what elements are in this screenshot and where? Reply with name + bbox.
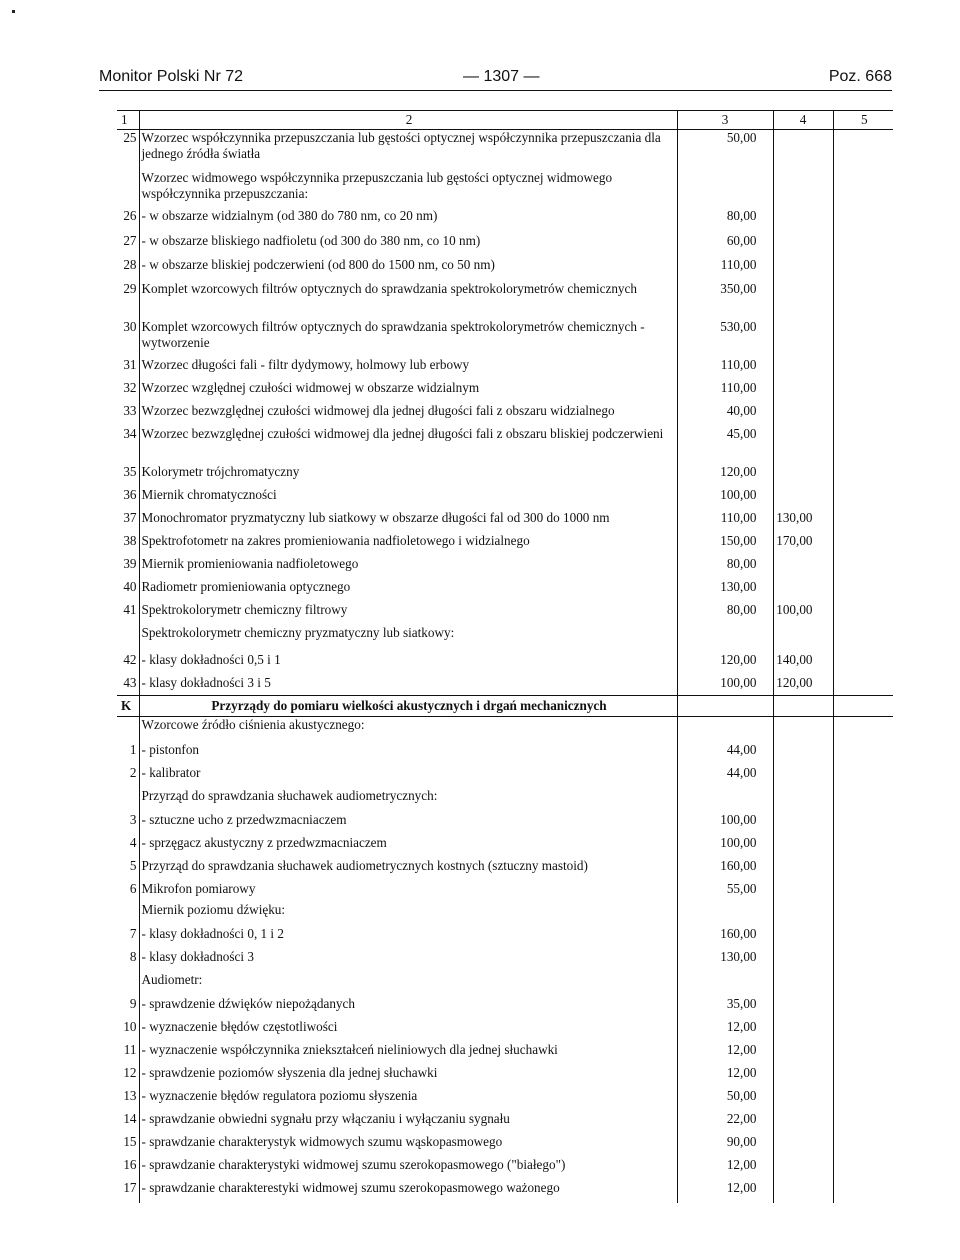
description-cell: Przyrząd do sprawdzania słuchawek audiometrycznych: [139,788,677,812]
fee-cell: 12,00 [677,1157,773,1180]
extra-cell [833,602,893,625]
extra-cell [833,926,893,949]
fee-alt-cell [773,858,833,881]
fee-alt-cell [773,464,833,487]
description-cell: - klasy dokładności 3 i 5 [139,675,677,696]
extra-cell [833,556,893,579]
fee-alt-cell [773,357,833,380]
extra-cell [833,208,893,233]
extra-cell [833,1019,893,1042]
journal-title: Monitor Polski Nr 72 [99,68,244,85]
description-cell: - sprawdzanie charakterystyk widmowych szumu wąskopasmowego [139,1134,677,1157]
description-cell: Komplet wzorcowych filtrów optycznych do sprawdzania spektrokolorymetrów chemicznych - wytworzenie [139,319,677,357]
fee-cell: 22,00 [677,1111,773,1134]
description-cell: Monochromator pryzmatyczny lub siatkowy w obszarze długości fal od 300 do 1000 nm [139,510,677,533]
section-header-row [117,696,893,717]
description-cell: Radiometr promieniowania optycznego [139,579,677,602]
item-number-cell [117,717,139,742]
extra-cell [833,233,893,257]
table-row [117,788,893,812]
table-row [117,579,893,602]
fee-cell: 110,00 [677,510,773,533]
extra-cell [833,487,893,510]
item-number-cell [117,625,139,652]
fee-alt-cell: 120,00 [773,675,833,696]
fee-alt-cell [773,926,833,949]
fee-cell: 350,00 [677,281,773,319]
item-number-cell: 1 [117,742,139,765]
table-row [117,812,893,835]
extra-cell [833,510,893,533]
table-row [117,1019,893,1042]
description-cell: - pistonfon [139,742,677,765]
fee-cell: 530,00 [677,319,773,357]
extra-cell [833,742,893,765]
fee-alt-cell [773,1180,833,1203]
fee-alt-cell [773,625,833,652]
item-number-cell: 34 [117,426,139,464]
extra-cell [833,881,893,902]
fee-cell: 55,00 [677,881,773,902]
extra-cell [833,1088,893,1111]
table-row [117,556,893,579]
description-cell: - w obszarze bliskiego nadfioletu (od 300 do 380 nm, co 10 nm) [139,233,677,257]
fee-cell: 80,00 [677,208,773,233]
fee-cell: 120,00 [677,464,773,487]
extra-cell [833,765,893,788]
extra-cell [833,403,893,426]
item-number-cell [117,902,139,926]
description-cell: Miernik chromatyczności [139,487,677,510]
fee-cell: 100,00 [677,835,773,858]
item-number-cell: 16 [117,1157,139,1180]
extra-cell [833,1134,893,1157]
description-cell: Mikrofon pomiarowy [139,881,677,902]
fee-cell: 44,00 [677,742,773,765]
fee-alt-cell [773,257,833,281]
description-cell: - w obszarze widzialnym (od 380 do 780 nm, co 20 nm) [139,208,677,233]
table-row [117,902,893,926]
fee-cell [677,788,773,812]
fee-alt-cell [773,208,833,233]
item-number-cell: 29 [117,281,139,319]
item-number-cell: 28 [117,257,139,281]
item-number-cell: 35 [117,464,139,487]
fee-alt-cell [773,403,833,426]
table-row [117,208,893,233]
fee-cell: 130,00 [677,949,773,972]
item-number-cell: 5 [117,858,139,881]
item-number-cell: 6 [117,881,139,902]
scan-speck [12,10,15,13]
table-row [117,602,893,625]
table-row [117,281,893,319]
table-row [117,926,893,949]
fee-cell: 160,00 [677,858,773,881]
table-row [117,357,893,380]
table-row [117,1088,893,1111]
item-number-cell: 13 [117,1088,139,1111]
extra-cell [833,788,893,812]
item-number-cell: K [117,696,139,717]
table-row [117,487,893,510]
extra-cell [833,717,893,742]
page-number: — 1307 — [463,68,540,85]
fee-cell: 45,00 [677,426,773,464]
extra-cell [833,1042,893,1065]
description-cell: - sprzęgacz akustyczny z przedwzmacniaczem [139,835,677,858]
extra-cell [833,281,893,319]
description-cell: Kolorymetr trójchromatyczny [139,464,677,487]
description-cell: Przyrząd do sprawdzania słuchawek audiometrycznych kostnych (sztuczny mastoid) [139,858,677,881]
extra-cell [833,319,893,357]
fee-cell: 80,00 [677,602,773,625]
extra-cell [833,426,893,464]
description-cell: - sprawdzanie charakterystyki widmowej szumu szerokopasmowego ("białego") [139,1157,677,1180]
table-row [117,625,893,652]
column-header: 3 [677,111,773,130]
fee-alt-cell [773,1157,833,1180]
fee-cell [677,902,773,926]
extra-cell [833,533,893,556]
column-header: 5 [833,111,893,130]
fee-alt-cell [773,1019,833,1042]
fee-cell [677,717,773,742]
fee-cell [677,972,773,996]
description-cell: - sprawdzanie obwiedni sygnału przy włączaniu i wyłączaniu sygnału [139,1111,677,1134]
table-row [117,510,893,533]
table-row [117,319,893,357]
item-number-cell: 33 [117,403,139,426]
fee-alt-cell [773,972,833,996]
fee-alt-cell [773,696,833,717]
fee-alt-cell: 100,00 [773,602,833,625]
fee-cell: 130,00 [677,579,773,602]
fee-cell: 100,00 [677,487,773,510]
item-number-cell: 15 [117,1134,139,1157]
description-cell: Audiometr: [139,972,677,996]
extra-cell [833,858,893,881]
extra-cell [833,357,893,380]
description-cell: - kalibrator [139,765,677,788]
fee-cell: 150,00 [677,533,773,556]
item-number-cell: 41 [117,602,139,625]
extra-cell [833,652,893,675]
table-row [117,765,893,788]
description-cell: - klasy dokładności 3 [139,949,677,972]
item-number-cell: 26 [117,208,139,233]
description-cell: - sztuczne ucho z przedwzmacniaczem [139,812,677,835]
item-number-cell [117,788,139,812]
description-cell: Wzorcowe źródło ciśnienia akustycznego: [139,717,677,742]
fee-alt-cell [773,380,833,403]
description-cell: Wzorzec bezwzględnej czułości widmowej dla jednej długości fali z obszaru bliskiej podczerwieni [139,426,677,464]
fee-cell: 160,00 [677,926,773,949]
item-number-cell: 14 [117,1111,139,1134]
table-row [117,130,893,170]
extra-cell [833,130,893,170]
fee-cell: 50,00 [677,1088,773,1111]
description-cell: - wyznaczenie błędów częstotliwości [139,1019,677,1042]
extra-cell [833,835,893,858]
fee-alt-cell [773,487,833,510]
fee-cell: 80,00 [677,556,773,579]
fee-alt-cell [773,1134,833,1157]
table-row [117,1134,893,1157]
table-row [117,1111,893,1134]
table-row [117,257,893,281]
fee-cell: 12,00 [677,1042,773,1065]
fee-cell: 12,00 [677,1019,773,1042]
page-header [99,66,892,91]
fee-alt-cell [773,742,833,765]
extra-cell [833,1180,893,1203]
description-cell: Miernik poziomu dźwięku: [139,902,677,926]
extra-cell [833,380,893,403]
extra-cell [833,1065,893,1088]
table-row [117,170,893,208]
fee-alt-cell [773,579,833,602]
fee-cell: 100,00 [677,812,773,835]
fee-alt-cell [773,556,833,579]
item-number-cell: 40 [117,579,139,602]
item-number-cell: 11 [117,1042,139,1065]
fee-cell: 60,00 [677,233,773,257]
item-number-cell: 25 [117,130,139,170]
fee-cell: 12,00 [677,1180,773,1203]
extra-cell [833,170,893,208]
extra-cell [833,1111,893,1134]
item-number-cell: 43 [117,675,139,696]
item-number-cell: 3 [117,812,139,835]
table-row [117,1065,893,1088]
fee-alt-cell [773,1111,833,1134]
fee-alt-cell: 140,00 [773,652,833,675]
fee-alt-cell [773,281,833,319]
item-number-cell: 32 [117,380,139,403]
fee-alt-cell [773,996,833,1019]
table-row [117,533,893,556]
description-cell: Przyrządy do pomiaru wielkości akustycznych i drgań mechanicznych [139,696,677,717]
fee-alt-cell [773,717,833,742]
fee-cell: 35,00 [677,996,773,1019]
fee-cell: 50,00 [677,130,773,170]
fee-alt-cell [773,319,833,357]
description-cell: Spektrokolorymetr chemiczny pryzmatyczny lub siatkowy: [139,625,677,652]
item-number-cell: 30 [117,319,139,357]
fee-alt-cell [773,233,833,257]
extra-cell [833,625,893,652]
extra-cell [833,464,893,487]
column-header: 1 [117,111,139,130]
extra-cell [833,579,893,602]
item-number-cell: 38 [117,533,139,556]
fee-cell [677,625,773,652]
description-cell: Miernik promieniowania nadfioletowego [139,556,677,579]
fee-alt-cell: 130,00 [773,510,833,533]
table-row [117,464,893,487]
table-row [117,835,893,858]
table-row [117,1180,893,1203]
item-number-cell: 37 [117,510,139,533]
table-row [117,717,893,742]
item-number-cell [117,972,139,996]
description-cell: Wzorzec długości fali - filtr dydymowy, holmowy lub erbowy [139,357,677,380]
description-cell: - w obszarze bliskiej podczerwieni (od 800 do 1500 nm, co 50 nm) [139,257,677,281]
table-row [117,1157,893,1180]
item-number-cell: 17 [117,1180,139,1203]
description-cell: Spektrofotometr na zakres promieniowania nadfioletowego i widzialnego [139,533,677,556]
description-cell: - sprawdzanie charakterestyki widmowej szumu szerokopasmowego ważonego [139,1180,677,1203]
table-row [117,996,893,1019]
description-cell: - sprawdzenie poziomów słyszenia dla jednej słuchawki [139,1065,677,1088]
fee-cell: 120,00 [677,652,773,675]
description-cell: Spektrokolorymetr chemiczny filtrowy [139,602,677,625]
description-cell: Komplet wzorcowych filtrów optycznych do sprawdzania spektrokolorymetrów chemicznych [139,281,677,319]
item-number-cell [117,170,139,208]
table-row [117,858,893,881]
description-cell: Wzorzec względnej czułości widmowej w obszarze widzialnym [139,380,677,403]
fee-alt-cell [773,765,833,788]
item-number-cell: 8 [117,949,139,972]
description-cell: - sprawdzenie dźwięków niepożądanych [139,996,677,1019]
column-header: 4 [773,111,833,130]
description-cell: - wyznaczenie współczynnika zniekształceń nieliniowych dla jednej słuchawki [139,1042,677,1065]
table-row [117,233,893,257]
extra-cell [833,1157,893,1180]
extra-cell [833,996,893,1019]
item-number-cell: 39 [117,556,139,579]
table-row [117,742,893,765]
item-number-cell: 31 [117,357,139,380]
fee-alt-cell [773,1088,833,1111]
table-row [117,426,893,464]
description-cell: Wzorzec bezwzględnej czułości widmowej dla jednej długości fali z obszaru widzialnego [139,403,677,426]
column-header-row [117,111,893,130]
item-number-cell: 36 [117,487,139,510]
fee-cell: 100,00 [677,675,773,696]
fee-cell [677,696,773,717]
extra-cell [833,812,893,835]
fee-alt-cell [773,902,833,926]
table-row [117,949,893,972]
fee-alt-cell [773,130,833,170]
fee-alt-cell [773,170,833,208]
fee-alt-cell [773,1042,833,1065]
item-number-cell: 7 [117,926,139,949]
item-number-cell: 4 [117,835,139,858]
fee-cell: 90,00 [677,1134,773,1157]
table-row [117,652,893,675]
fee-cell: 44,00 [677,765,773,788]
fee-alt-cell [773,1065,833,1088]
table-row [117,403,893,426]
fee-cell: 110,00 [677,257,773,281]
fee-cell [677,170,773,208]
column-header: 2 [139,111,677,130]
description-cell: Wzorzec widmowego współczynnika przepuszczania lub gęstości optycznej widmowego współczynnika przepuszczania: [139,170,677,208]
extra-cell [833,257,893,281]
fee-alt-cell: 170,00 [773,533,833,556]
fee-alt-cell [773,835,833,858]
table-row [117,1042,893,1065]
extra-cell [833,696,893,717]
description-cell: - klasy dokładności 0, 1 i 2 [139,926,677,949]
item-number-cell: 12 [117,1065,139,1088]
description-cell: - wyznaczenie błędów regulatora poziomu słyszenia [139,1088,677,1111]
description-cell: - klasy dokładności 0,5 i 1 [139,652,677,675]
table-row [117,380,893,403]
description-cell: Wzorzec współczynnika przepuszczania lub gęstości optycznej współczynnika przepuszczania dla jednego źródła światła [139,130,677,170]
fee-alt-cell [773,949,833,972]
item-number-cell: 2 [117,765,139,788]
fee-alt-cell [773,881,833,902]
item-number-cell: 42 [117,652,139,675]
item-number-cell: 9 [117,996,139,1019]
extra-cell [833,675,893,696]
fee-alt-cell [773,426,833,464]
fee-cell: 110,00 [677,380,773,403]
fee-alt-cell [773,788,833,812]
fee-alt-cell [773,812,833,835]
table-row [117,675,893,696]
extra-cell [833,972,893,996]
fee-cell: 40,00 [677,403,773,426]
table-row [117,972,893,996]
item-number-cell: 10 [117,1019,139,1042]
table-row [117,881,893,902]
fee-table [117,110,893,1203]
fee-cell: 12,00 [677,1065,773,1088]
item-number-cell: 27 [117,233,139,257]
fee-cell: 110,00 [677,357,773,380]
extra-cell [833,902,893,926]
extra-cell [833,949,893,972]
position-number: Poz. 668 [828,68,892,85]
